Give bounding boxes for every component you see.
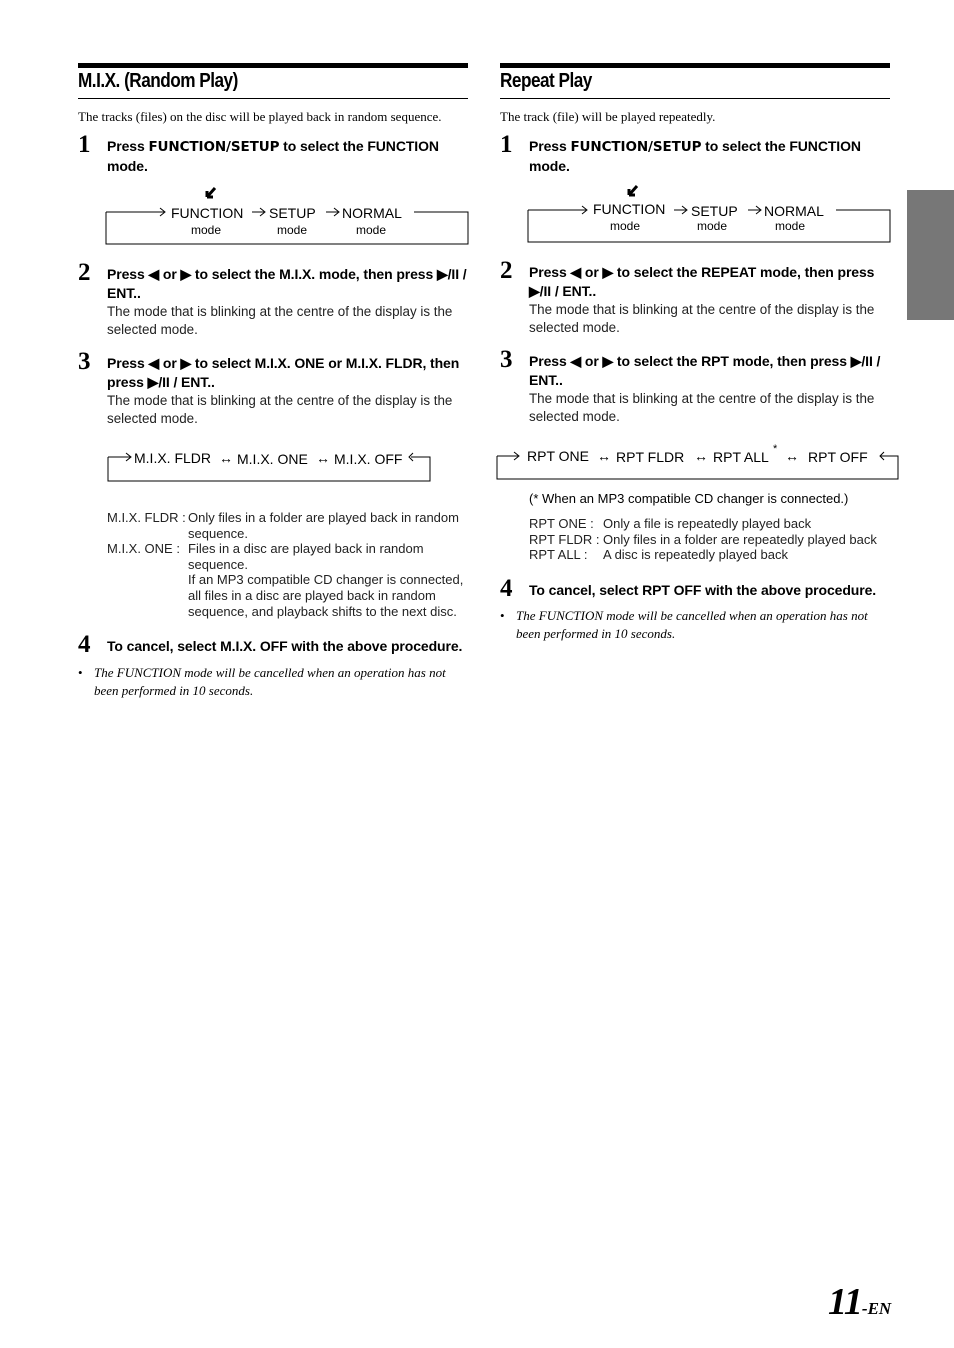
diagram-lines xyxy=(78,182,468,262)
diagram-function-label: FUNCTION xyxy=(593,201,666,217)
bidirectional-arrow-icon: ↔ xyxy=(694,448,708,464)
step-instruction: Press FUNCTION/SETUP to select the FUNCTION mode. xyxy=(107,138,439,174)
definition-row xyxy=(107,541,468,619)
section-intro: The tracks (files) on the disc will be played back in random sequence. xyxy=(78,109,442,124)
mix-section xyxy=(78,63,468,700)
definition-row xyxy=(529,547,890,563)
bullet-icon: • xyxy=(78,665,83,681)
step-description: The mode that is blinking at the centre of the display is the selected mode. xyxy=(529,302,875,335)
step-number: 2 xyxy=(500,257,513,284)
step-instruction: Press ◀ or ▶ to select M.I.X. ONE or M.I.X. FLDR, then press ▶/II / ENT.. xyxy=(107,355,460,390)
step-4 xyxy=(500,574,890,602)
page-language-suffix: -EN xyxy=(861,1299,892,1318)
rpt-off-label: RPT OFF xyxy=(808,449,868,465)
bullet-icon: • xyxy=(500,607,505,623)
step-number: 1 xyxy=(78,131,91,158)
diagram-mode-label: mode xyxy=(697,219,728,233)
definition-text: Only a file is repeatedly played back xyxy=(603,516,812,531)
definition-row xyxy=(529,532,890,548)
mix-off-label: M.I.X. OFF xyxy=(334,451,403,467)
step-description: The mode that is blinking at the centre of the display is the selected mode. xyxy=(529,391,875,424)
diagram-mode-label: mode xyxy=(356,223,387,237)
note-text: The FUNCTION mode will be cancelled when an operation has not been performed in 10 seconds. xyxy=(94,665,446,699)
rpt-fldr-label: RPT FLDR xyxy=(616,449,685,465)
step-4 xyxy=(78,631,468,659)
section-intro: The track (file) will be played repeatedly. xyxy=(500,109,716,124)
step-instruction: To cancel, select RPT OFF with the above procedure. xyxy=(529,581,877,598)
note xyxy=(500,607,890,643)
definition-text: Files in a disc are played back in random sequence. xyxy=(188,541,424,572)
diagram-normal-label: NORMAL xyxy=(342,205,402,221)
definition-term: RPT ONE : xyxy=(529,516,594,531)
diagram-setup-label: SETUP xyxy=(269,205,316,221)
diagram-normal-label: NORMAL xyxy=(764,203,824,219)
step-number: 1 xyxy=(500,131,513,158)
repeat-section xyxy=(500,63,890,643)
step-3 xyxy=(78,348,468,427)
diagram-mode-label: mode xyxy=(191,223,222,237)
step-instruction: To cancel, select M.I.X. OFF with the above procedure. xyxy=(107,638,463,655)
diagram-lines xyxy=(500,180,890,260)
step-instruction: Press ◀ or ▶ to select the M.I.X. mode, then press ▶/II / ENT.. xyxy=(107,266,467,301)
definition-term: RPT ALL : xyxy=(529,547,588,563)
definition-row xyxy=(107,510,468,541)
step-1 xyxy=(500,131,890,176)
step-number: 3 xyxy=(500,346,513,373)
step-2 xyxy=(500,257,890,336)
note xyxy=(78,664,468,700)
mix-definitions xyxy=(107,510,468,619)
footnote-marker: * xyxy=(773,443,778,455)
step-description: The mode that is blinking at the centre of the display is the selected mode. xyxy=(107,304,453,337)
definition-row xyxy=(529,516,890,532)
section-title: M.I.X. (Random Play) xyxy=(78,70,238,92)
mix-mode-diagram xyxy=(78,435,468,511)
page-number xyxy=(828,1280,891,1324)
definition-text: If an MP3 compatible CD changer is connected, all files in a disc are played back in random sequence, and playback shifts to the next disc. xyxy=(188,572,464,619)
mix-one-label: M.I.X. ONE xyxy=(237,451,308,467)
definition-text: Only files in a folder are repeatedly played back xyxy=(603,531,877,547)
rpt-one-label: RPT ONE xyxy=(527,448,589,464)
rpt-all-label: RPT ALL xyxy=(713,449,769,465)
diagram-function-label: FUNCTION xyxy=(171,205,244,221)
definition-term: M.I.X. FLDR : xyxy=(107,510,186,525)
diagram-mode-label: mode xyxy=(277,223,308,237)
bidirectional-arrow-icon: ↔ xyxy=(316,450,330,466)
page-number-value: 11 xyxy=(828,1281,862,1323)
diagram-setup-label: SETUP xyxy=(691,203,738,219)
footnote: (* When an MP3 compatible CD changer is connected.) xyxy=(529,491,849,506)
step-number: 4 xyxy=(78,631,91,659)
step-3 xyxy=(500,346,890,425)
definition-term: RPT FLDR : xyxy=(529,531,600,547)
bidirectional-arrow-icon: ↔ xyxy=(597,448,611,464)
step-1 xyxy=(78,131,468,176)
rpt-definitions xyxy=(529,516,890,563)
bidirectional-arrow-icon: ↔ xyxy=(219,450,233,466)
definition-term: M.I.X. ONE : xyxy=(107,541,180,557)
step-number: 4 xyxy=(500,574,513,602)
definition-text: Only files in a folder are played back in random sequence. xyxy=(188,510,459,541)
note-text: The FUNCTION mode will be cancelled when an operation has not been performed in 10 seconds. xyxy=(516,607,868,641)
step-instruction: Press ◀ or ▶ to select the REPEAT mode, then press ▶/II / ENT.. xyxy=(529,264,875,299)
definition-text: A disc is repeatedly played back xyxy=(603,547,788,563)
function-mode-diagram xyxy=(78,182,468,262)
diagram-lines xyxy=(500,435,900,495)
section-header xyxy=(500,63,890,99)
step-instruction: Press ◀ or ▶ to select the RPT mode, then press ▶/II / ENT.. xyxy=(529,353,881,388)
pointer-icon xyxy=(629,186,637,195)
section-tab-marker xyxy=(907,190,954,320)
section-header xyxy=(78,63,468,99)
pointer-icon xyxy=(207,188,215,197)
step-number: 2 xyxy=(78,259,91,286)
function-mode-diagram xyxy=(500,180,890,260)
key-label: FUNCTION/SETUP xyxy=(570,139,702,155)
key-label: FUNCTION/SETUP xyxy=(148,139,280,155)
step-number: 3 xyxy=(78,348,91,375)
section-title: Repeat Play xyxy=(500,70,592,92)
step-2 xyxy=(78,259,468,338)
step-description: The mode that is blinking at the centre of the display is the selected mode. xyxy=(107,393,453,426)
bidirectional-arrow-icon: ↔ xyxy=(785,448,799,464)
rpt-mode-diagram xyxy=(500,435,890,491)
step-instruction: Press FUNCTION/SETUP to select the FUNCTION mode. xyxy=(529,138,861,174)
diagram-mode-label: mode xyxy=(775,219,806,233)
mix-fldr-label: M.I.X. FLDR xyxy=(134,450,212,466)
diagram-mode-label: mode xyxy=(610,219,641,233)
